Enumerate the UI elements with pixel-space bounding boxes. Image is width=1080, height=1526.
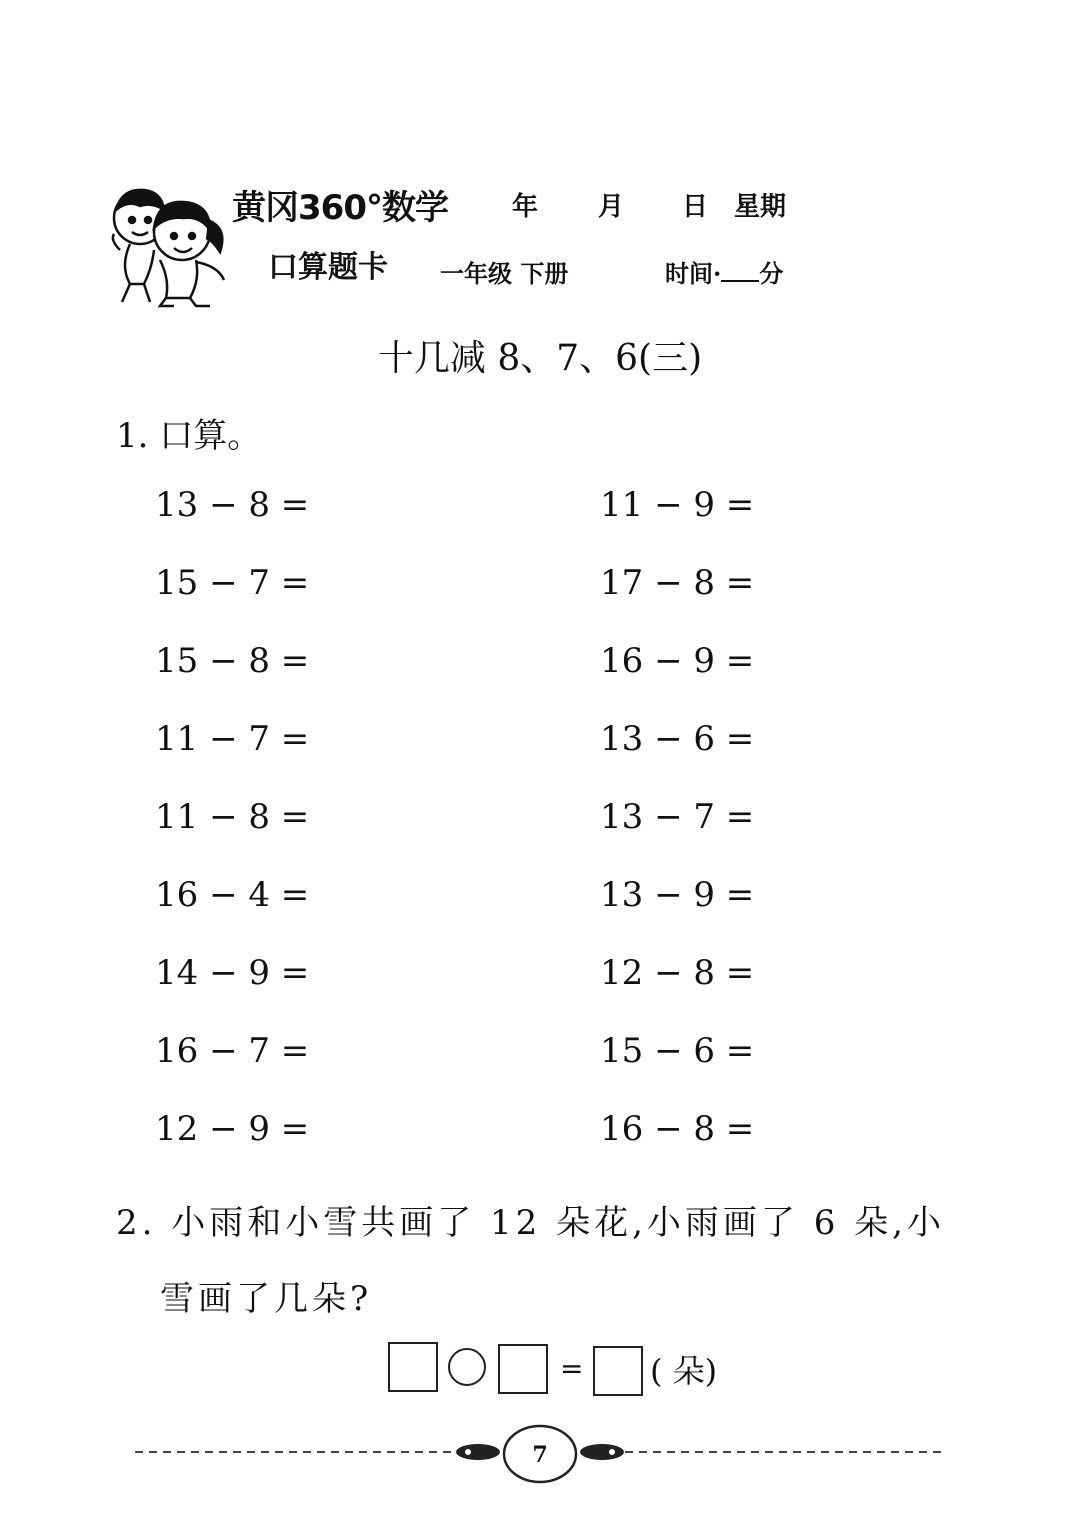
problem-right: 16 − 9 = <box>600 641 755 681</box>
problem-right: 12 − 8 = <box>600 953 755 993</box>
children-mascot-icon <box>100 180 240 310</box>
problem-right: 15 − 6 = <box>600 1031 755 1071</box>
result-box[interactable] <box>593 1346 643 1396</box>
problem-left: 15 − 8 = <box>155 641 310 681</box>
question-2-line-1: 2. 小雨和小雪共画了 12 朵花,小雨画了 6 朵,小 <box>116 1203 945 1243</box>
problem-right: 16 − 8 = <box>600 1109 755 1149</box>
year-label: 年 <box>512 192 539 222</box>
page-number: 7 <box>532 1442 548 1468</box>
unit-label: ( 朵) <box>650 1352 718 1390</box>
problem-left: 16 − 4 = <box>155 875 310 915</box>
time-blank[interactable] <box>721 258 759 282</box>
problem-right: 13 − 7 = <box>600 797 755 837</box>
problem-right: 17 − 8 = <box>600 563 755 603</box>
weekday-label: 星期 <box>734 192 787 222</box>
problem-right: 13 − 9 = <box>600 875 755 915</box>
header <box>100 170 980 310</box>
time-label: 时间· <box>665 259 722 288</box>
card-subtitle: 口算题卡 <box>268 250 388 285</box>
time-unit: 分 <box>759 259 784 288</box>
page-title: 十几减 8、7、6(三) <box>377 338 703 379</box>
problem-left: 11 − 8 = <box>155 797 310 837</box>
problem-left: 15 − 7 = <box>155 563 310 603</box>
month-label: 月 <box>598 192 625 222</box>
question-1-label: 1. 口算。 <box>116 416 262 456</box>
operator-circle[interactable] <box>448 1348 486 1386</box>
problem-left: 12 − 9 = <box>155 1109 310 1149</box>
problem-left: 14 − 9 = <box>155 953 310 993</box>
problem-right: 11 − 9 = <box>600 485 755 525</box>
grade-label: 一年级 下册 <box>440 259 569 288</box>
problem-left: 16 − 7 = <box>155 1031 310 1071</box>
problem-left: 11 − 7 = <box>155 719 310 759</box>
operand-box-1[interactable] <box>388 1342 438 1392</box>
question-2 <box>116 1185 976 1337</box>
brand-title: 黄冈360°数学 <box>232 188 448 228</box>
page-footer <box>135 1420 945 1490</box>
equals-sign: = <box>560 1352 584 1385</box>
operand-box-2[interactable] <box>498 1344 548 1394</box>
time-field <box>665 254 783 289</box>
day-label: 日 <box>682 192 709 222</box>
question-2-line-2: 雪画了几朵? <box>160 1279 373 1319</box>
problem-right: 13 − 6 = <box>600 719 755 759</box>
problem-left: 13 − 8 = <box>155 485 310 525</box>
